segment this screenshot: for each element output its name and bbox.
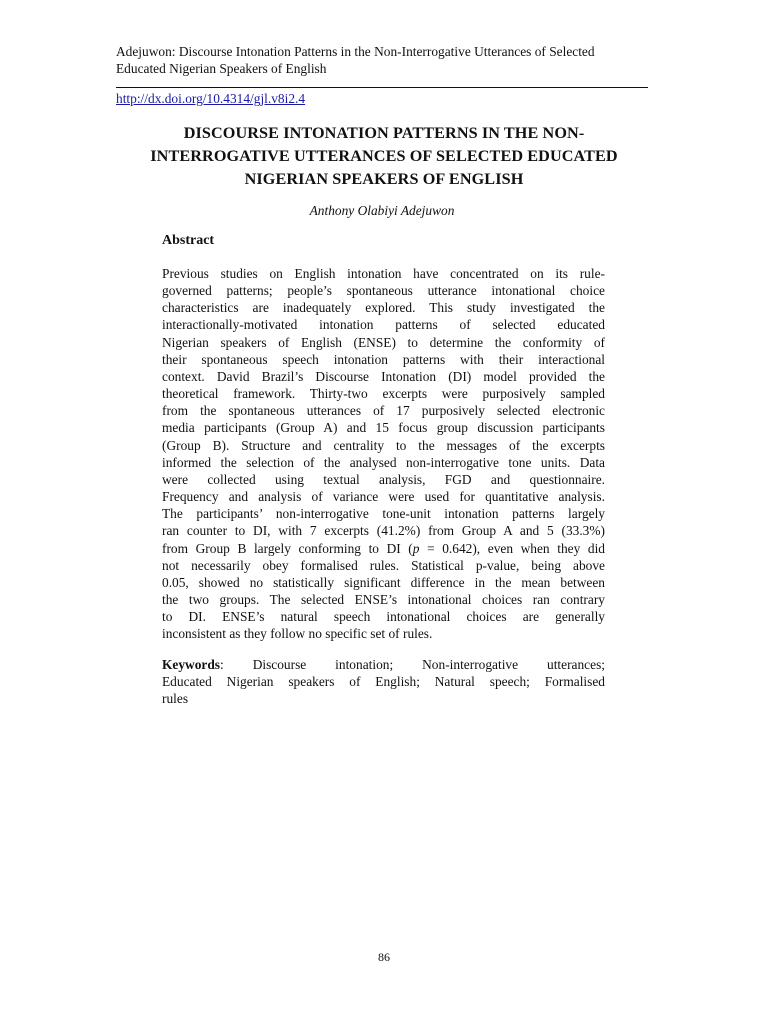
- abstract-line: (Group B). Structure and centrality to the messages of the excerpts: [162, 437, 605, 453]
- header-divider: [116, 87, 648, 88]
- abstract-line: to DI. ENSE’s natural speech intonational choices are generally: [162, 609, 605, 625]
- abstract-line: inconsistent as they follow no specific set of rules.: [162, 626, 433, 642]
- abstract-line: context. David Brazil’s Discourse Intonation (DI) model provided the: [162, 368, 605, 384]
- author-name: Anthony Olabiyi Adejuwon: [309, 203, 455, 218]
- running-head-line-1: Adejuwon: Discourse Intonation Patterns in the Non-Interrogative Utterances of Selected: [116, 44, 595, 59]
- abstract-line: from the spontaneous utterances of 17 purposively selected electronic: [162, 403, 605, 419]
- abstract-line: Nigerian speakers of English (ENSE) to determine the conformity of: [162, 334, 605, 350]
- abstract-heading: Abstract: [162, 233, 215, 248]
- abstract-line: theoretical framework. Thirty-two excerpts were purposively sampled: [162, 386, 605, 402]
- title-line-1: DISCOURSE INTONATION PATTERNS IN THE NON-: [183, 124, 585, 142]
- abstract-line: were collected using textual analysis, FGD and questionnaire.: [162, 471, 605, 487]
- running-head-line-2: Educated Nigerian Speakers of English: [116, 61, 327, 76]
- abstract-line: 0.05, showed no statistically significant difference in the mean between: [162, 574, 605, 590]
- abstract-line: media participants (Group A) and 15 focus group discussion participants: [162, 420, 605, 436]
- abstract-line: Frequency and analysis of variance were used for quantitative analysis.: [162, 489, 605, 505]
- abstract-text: [162, 265, 605, 642]
- p-symbol: p: [412, 540, 420, 556]
- abstract-line: The participants’ non-interrogative tone-unit intonation patterns largely: [162, 506, 605, 522]
- keywords-text: : Discourse intonation; Non-interrogative utterances;: [220, 657, 605, 672]
- article-title: [110, 122, 658, 191]
- abstract-line: characteristics are inadequately explored. This study investigated the: [162, 300, 605, 316]
- abstract-line: not necessarily obey formalised rules. Statistical p-value, being above: [162, 557, 605, 573]
- abstract-line: governed patterns; people’s spontaneous utterance intonational choice: [162, 283, 605, 299]
- abstract-line: informed the selection of the analysed non-interrogative tone units. Data: [162, 454, 605, 470]
- doi-link[interactable]: http://dx.doi.org/10.4314/gjl.v8i2.4: [116, 91, 306, 106]
- keywords-label: Keywords: [162, 657, 221, 672]
- keywords-line-2: Educated Nigerian speakers of English; Natural speech; Formalised: [162, 674, 605, 690]
- keywords-line-3: rules: [162, 691, 189, 707]
- abstract-line: Previous studies on English intonation have concentrated on its rule-: [162, 266, 605, 281]
- abstract-line-pvalue: [162, 540, 605, 557]
- abstract-line: their spontaneous speech intonation patterns with their interactional: [162, 351, 605, 367]
- abstract-line: interactionally-motivated intonation patterns of selected educated: [162, 317, 605, 333]
- keywords-line-1: [162, 656, 605, 673]
- page-number: 86: [378, 950, 390, 964]
- title-line-3: NIGERIAN SPEAKERS OF ENGLISH: [244, 170, 524, 188]
- running-head: [116, 43, 656, 77]
- abstract-line-start: from Group B largely conforming to DI (: [162, 540, 413, 556]
- title-line-2: INTERROGATIVE UTTERANCES OF SELECTED EDUCATED: [150, 147, 618, 165]
- abstract-line: ran counter to DI, with 7 excerpts (41.2%) from Group A and 5 (33.3%): [162, 523, 605, 539]
- p-value-text: = 0.642), even when they did: [419, 540, 605, 556]
- abstract-line: the two groups. The selected ENSE’s intonational choices ran contrary: [162, 591, 605, 607]
- keywords-section: [162, 656, 605, 707]
